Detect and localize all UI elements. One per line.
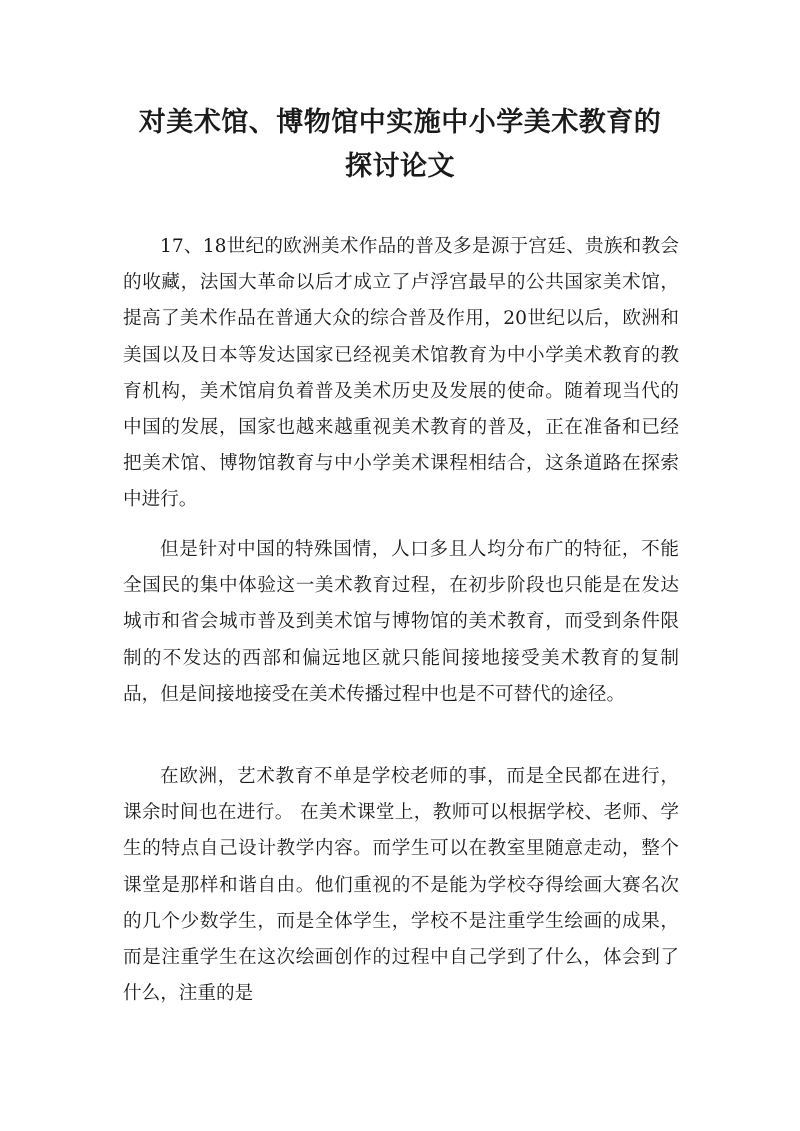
body-paragraph-3: 在欧洲，艺术教育不单是学校老师的事，而是全民都在进行，课余时间也在进行。 在美术课堂上，教师可以根据学校、老师、学生的特点自己设计教学内容。而学生可以在教室里随意走动，整个课堂是那样和谐自由。他们重视的不是能为学校夺得绘画大赛名次的几个少数学生，而是全体学生，学校不是注重学生绘画的成果，而是注重学生在这次绘画创作的过程中自己学到了什么，体会到了什么，注重的是: [123, 766, 679, 1005]
document-title-line-1: 对美术馆、博物馆中实施中小学美术教育的: [138, 107, 662, 138]
document-title-line-2: 探讨论文: [345, 151, 455, 182]
body-paragraph-2-block: [123, 532, 679, 713]
body-paragraph-2: 但是针对中国的特殊国情，人口多且人均分布广的特征，不能全国民的集中体验这一美术教育过程，在初步阶段也只能是在发达城市和省会城市普及到美术馆与博物馆的美术教育，而受到条件限制的不发达的西部和偏远地区就只能间接地接受美术教育的复制品，但是间接地接受在美术传播过程中也是不可替代的途径。: [123, 539, 679, 705]
body-paragraph-1-block: [123, 229, 679, 519]
body-paragraph-3-block: [123, 759, 679, 1012]
body-paragraph-1: 17、18世纪的欧洲美术作品的普及多是源于宫廷、贵族和教会的收藏，法国大革命以后才成立了卢浮宫最早的公共国家美术馆，提高了美术作品在普通大众的综合普及作用，20世纪以后，欧洲和美国以及日本等发达国家已经视美术馆教育为中小学美术教育的教育机构，美术馆肩负着普及美术历史及发展的使命。随着现当代的中国的发展，国家也越来越重视美术教育的普及，正在准备和已经把美术馆、博物馆教育与中小学美术课程相结合，这条道路在探索中进行。: [123, 236, 679, 511]
